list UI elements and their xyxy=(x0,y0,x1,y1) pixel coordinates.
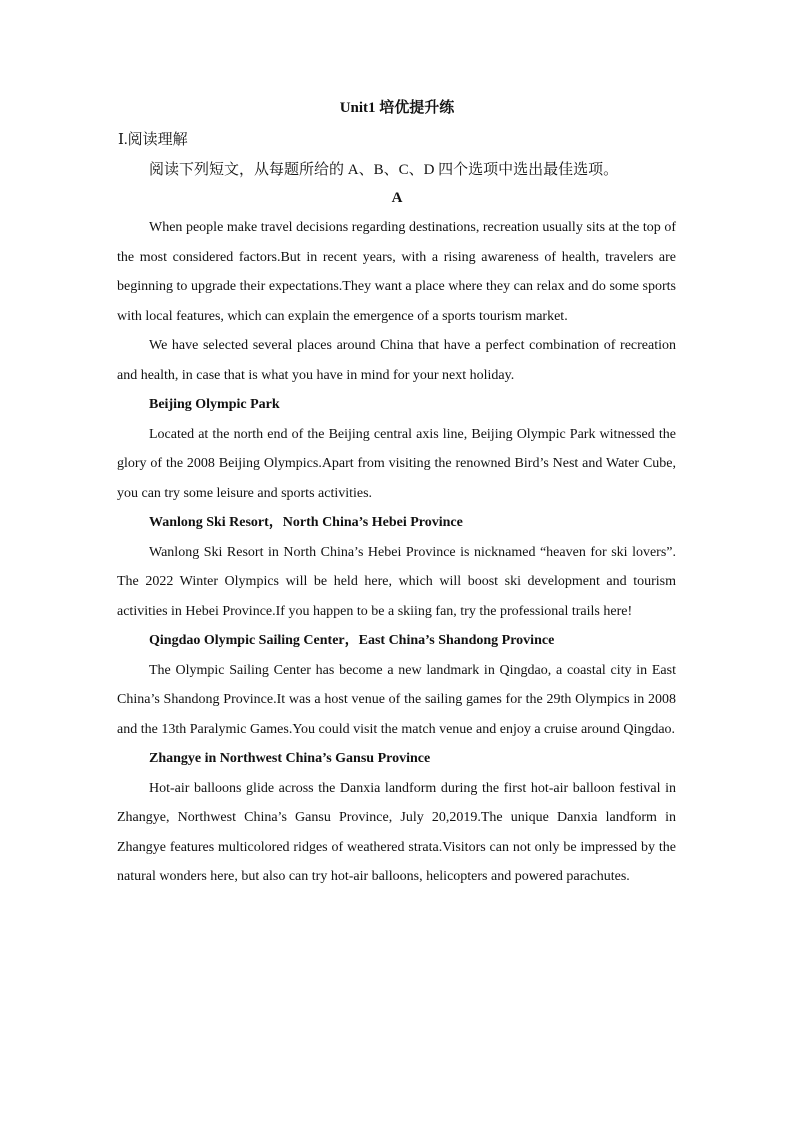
place-text-qingdao: The Olympic Sailing Center has become a new landmark in Qingdao, a coastal city in East China’s Shandong Province.It was a host venue of the sailing games for the 29th Olympics in 2008 and the 13th Paralymic Games.You could visit the match venue and enjoy a cruise around Qingdao. xyxy=(117,662,676,737)
intro-paragraph-2: We have selected several places around China that have a perfect combination of recreation and health, in case that is what you have in mind for your next holiday. xyxy=(117,338,676,383)
place-heading-beijing: Beijing Olympic Park xyxy=(149,397,280,412)
intro-paragraph-1: When people make travel decisions regarding destinations, recreation usually sits at the top of the most considered factors.But in recent years, with a rising awareness of health, travelers are beginning to upgrade their expectations.They want a place where they can relax and do some sports with local features, which can explain the emergence of a sports tourism market. xyxy=(117,220,676,324)
passage-body xyxy=(117,213,676,892)
section-heading: Ⅰ.阅读理解 xyxy=(118,132,188,148)
place-heading-wanlong: Wanlong Ski Resort，North China’s Hebei Province xyxy=(149,515,463,530)
place-text-zhangye: Hot-air balloons glide across the Danxia landform during the first hot-air balloon festival in Zhangye, Northwest China’s Gansu Province, July 20,2019.The unique Danxia landform in Zhangye features multicolored ridges of weathered strata.Visitors can not only be impressed by the natural wonders here, but also can try hot-air balloons, helicopters and powered parachutes. xyxy=(117,780,676,884)
instructions: 阅读下列短文，从每题所给的 A、B、C、D 四个选项中选出最佳选项。 xyxy=(149,162,619,178)
place-text-beijing: Located at the north end of the Beijing central axis line, Beijing Olympic Park witnessed the glory of the 2008 Beijing Olympics.Apart from visiting the renowned Bird’s Nest and Water Cube, you can try some leisure and sports activities. xyxy=(117,426,676,501)
passage-label: A xyxy=(391,190,403,206)
place-heading-zhangye: Zhangye in Northwest China’s Gansu Province xyxy=(149,751,431,766)
page-title: Unit1 培优提升练 xyxy=(339,100,455,116)
place-text-wanlong: Wanlong Ski Resort in North China’s Hebei Province is nicknamed “heaven for ski lovers”. The 2022 Winter Olympics will be held here, which will boost ski development and tourism activities in Hebei Province.If you happen to be a skiing fan, try the professional trails here! xyxy=(117,544,676,619)
place-heading-qingdao: Qingdao Olympic Sailing Center，East China’s Shandong Province xyxy=(149,633,555,648)
